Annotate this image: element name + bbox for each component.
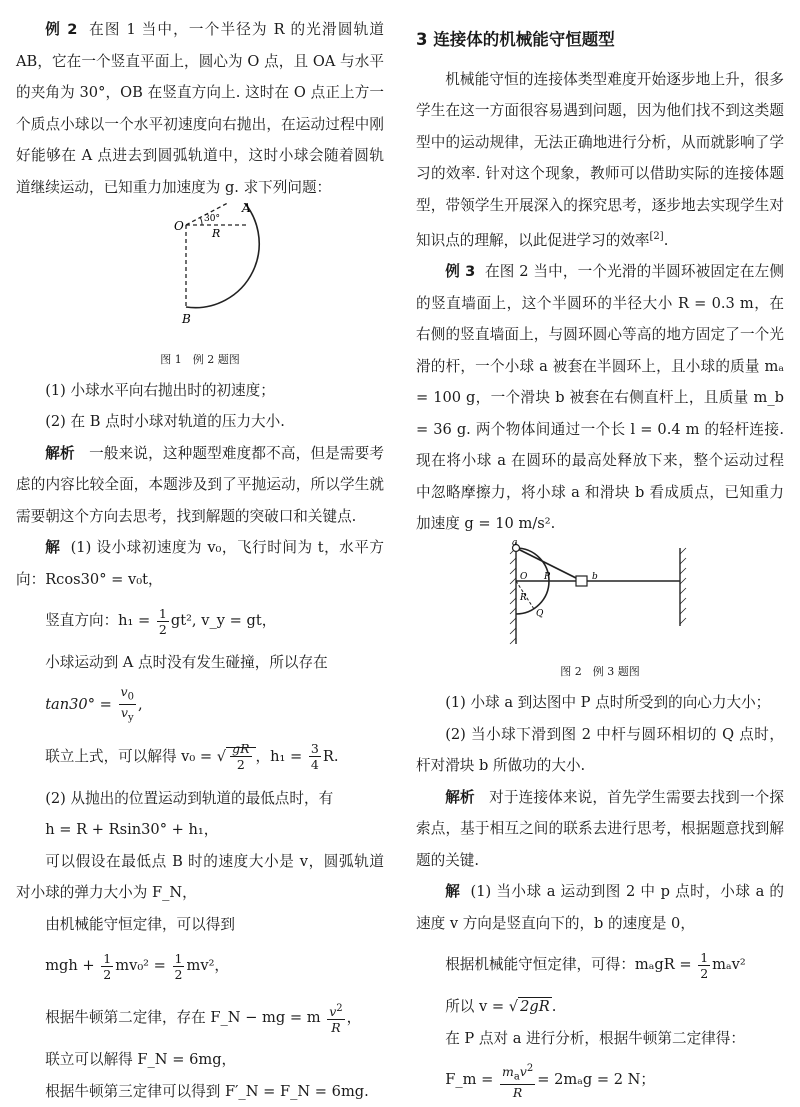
- solve-mid: ，h₁ =: [256, 748, 303, 765]
- label-p: P: [543, 572, 551, 582]
- question-1: (1) 小球 a 到达图中 P 点时所受到的向心力大小；: [416, 687, 784, 719]
- energy-equation: [416, 939, 784, 991]
- energy-mid: mv₀² =: [115, 957, 166, 974]
- solve-fn-line: 联立可以解得 F_N = 6mg，: [16, 1044, 384, 1076]
- solution-part-2-line-2: h = R + Rsin30° + h₁，: [16, 814, 384, 846]
- fraction-half-3: $\frac{1}{2}$: [173, 951, 185, 982]
- figure-2-diagram: [416, 540, 784, 650]
- fraction-v0-vy: $\frac{v_0}{v_y}$: [119, 684, 136, 726]
- newton2-prefix: 根据牛顿第二定律，存在 F_N − mg = m: [45, 1009, 320, 1026]
- newton2-suffix: ，: [347, 1009, 362, 1026]
- solve-prefix: 联立上式，可以解得 v₀ =: [45, 748, 212, 765]
- example-2-label: 例 2: [45, 21, 77, 38]
- section-intro: [416, 64, 784, 257]
- right-column: [416, 14, 784, 1106]
- analysis-p-line: 在 P 点对 a 进行分析，根据牛顿第二定律得：: [416, 1023, 784, 1055]
- left-wall-hatching: [510, 548, 516, 644]
- figure-2-caption: 图 2 例 3 题图: [416, 663, 784, 681]
- solution-text-1: (1) 当小球 a 运动到图 2 中 p 点时，小球 a 的速度 v 方向是竖直向下的，b 的速度是 0，: [416, 883, 784, 932]
- question-2: (2) 在 B 点时小球对轨道的压力大小.: [16, 406, 384, 438]
- example-2-paragraph: [16, 14, 384, 203]
- solution-text-1: (1) 设小球初速度为 v₀，飞行时间为 t，水平方向：Rcos30° = v₀t，: [16, 539, 384, 588]
- analysis-text: 一般来说，这种题型难度都不高，但是需要考虑的内容比较全面，本题涉及到了平抛运动，所以学生就需要朝这个方向去思考，找到解题的突破口和关键点.: [16, 445, 384, 525]
- analysis-paragraph: [16, 438, 384, 533]
- energy-prefix: mgh +: [45, 957, 94, 974]
- centripetal-equation: [416, 1054, 784, 1106]
- figure-2: [416, 540, 784, 662]
- newton-second-equation: [16, 992, 384, 1044]
- energy-suffix: mₐv²: [712, 956, 746, 973]
- solution-part-2-line-4: 由机械能守恒定律，可以得到: [16, 909, 384, 941]
- fraction-3-4: $\frac{3}{4}$: [309, 741, 321, 772]
- tan-prefix: tan30° =: [45, 696, 112, 713]
- solution-part-2-line-1: (2) 从抛出的位置运动到轨道的最低点时，有: [16, 783, 384, 815]
- label-q: Q: [536, 609, 544, 619]
- line-point-a: 小球运动到 A 点时没有发生碰撞，所以存在: [16, 647, 384, 679]
- energy-equation: [16, 940, 384, 992]
- solution-label: 解: [445, 883, 460, 900]
- solution-part-1: [416, 876, 784, 939]
- analysis-paragraph: [416, 782, 784, 877]
- figure-1-diagram: [16, 203, 384, 337]
- energy-suffix: mv²，: [186, 957, 229, 974]
- label-b: B: [181, 312, 191, 326]
- solve-suffix: R.: [323, 748, 339, 765]
- newton-third-line: 根据牛顿第三定律可以得到 F′_N = F_N = 6mg.: [16, 1076, 384, 1107]
- label-o: O: [174, 219, 184, 233]
- vertical-prefix: 竖直方向：h₁ =: [45, 612, 150, 629]
- citation: [2]: [650, 231, 664, 242]
- analysis-text: 对于连接体来说，首先学生需要去找到一个探索点，基于相互之间的联系去进行思考，根据题意找到解题的关键.: [416, 789, 784, 869]
- label-r: R: [211, 227, 220, 240]
- fraction-gr-2: $\frac{gR}{2}$: [230, 741, 251, 772]
- energy-prefix: 根据机械能守恒定律，可得：mₐgR =: [445, 956, 691, 973]
- fm-suffix: = 2mₐg = 2 N；: [537, 1071, 655, 1088]
- fm-prefix: F_m =: [445, 1071, 493, 1088]
- solution-part-2-line-3: 可以假设在最低点 B 时的速度大小是 v，圆弧轨道对小球的弹力大小为 F_N，: [16, 846, 384, 909]
- intro-end: .: [664, 232, 669, 249]
- label-a: a: [512, 540, 517, 548]
- label-b: b: [592, 572, 598, 582]
- fraction-v2-r: $\frac{v^2}{R}$: [327, 1001, 344, 1035]
- figure-1: [16, 203, 384, 349]
- analysis-label: 解析: [445, 789, 475, 806]
- fraction-half: $\frac{1}{2}$: [157, 606, 169, 637]
- question-2: (2) 当小球下滑到图 2 中杆与圆环相切的 Q 点时，杆对滑块 b 所做功的大小.: [416, 719, 784, 782]
- velocity-line: 所以 v = √ 2gR .: [416, 991, 784, 1023]
- figure-1-caption: 图 1 例 2 题图: [16, 351, 384, 369]
- solution-part-1: [16, 532, 384, 595]
- v-prefix: 所以 v =: [445, 998, 504, 1015]
- example-3-text: 在图 2 当中，一个光滑的半圆环被固定在左侧的竖直墙面上，这个半圆环的半径大小 R = 0.3 m，在右侧的竖直墙面上，与圆环圆心等高的地方固定了一个光滑的杆，一个小球 a 被套在半圆环上，且小球的质量 mₐ = 100 g，一个滑块 b 被套在右侧直杆上，且质量 m_b = 36 g. 两个物体间通过一个长 l = 0.4 m 的轻杆连接. 现在将小球 a 在圆环的最高处释放下来，整个运动过程中忽略摩擦力，将小球 a 和滑块 b 看成质点，已知重力加速度 g = 10 m/s².: [416, 263, 784, 532]
- label-angle: 30°: [204, 214, 220, 224]
- question-1: (1) 小球水平向右抛出时的初速度；: [16, 375, 384, 407]
- section-title: 3 连接体的机械能守恒题型: [416, 24, 784, 56]
- intro-text: 机械能守恒的连接体类型难度开始逐步地上升，很多学生在这一方面很容易遇到问题，因为他们找不到这类题型中的运动规律，无法正确地进行分析，从而就影响了学习的效率. 针对这个现象，教师可以借助实际的连接体题型，带领学生开展深入的探究思考，逐步地去实现学生对知识点的理解，以此促进学习的效率: [416, 71, 784, 249]
- fraction-half: $\frac{1}{2}$: [698, 950, 710, 981]
- example-3-paragraph: [416, 256, 784, 540]
- left-column: [16, 14, 384, 1107]
- vertical-equation: [16, 595, 384, 647]
- example-2-text: 在图 1 当中，一个半径为 R 的光滑圆轨道 AB，它在一个竖直平面上，圆心为 O 点，且 OA 与水平的夹角为 30°，OB 在竖直方向上. 这时在 O 点正上方一个质点小球以一个水平初速度向右抛出，在运动过程中刚好能够在 A 点进去到圆弧轨道中，这时小球会随着圆轨道继续运动，已知重力加速度为 g. 求下列问题：: [16, 21, 384, 196]
- solution-label: 解: [45, 539, 60, 556]
- label-a: A: [241, 203, 251, 215]
- vertical-suffix: gt², v_y = gt，: [171, 612, 276, 629]
- solve-equation: 联立上式，可以解得 v₀ = √ $\frac{gR}{2}$ ，h₁ = $\frac{3}{4}$ R.: [16, 731, 384, 783]
- analysis-label: 解析: [45, 445, 75, 462]
- arc-track: [186, 203, 259, 308]
- fraction-mav2-r: $\frac{m_av^2}{R}$: [500, 1061, 535, 1101]
- label-r: R: [519, 593, 527, 603]
- tan-equation: tan30° = $\frac{v_0}{v_y}$ ,: [16, 679, 384, 731]
- right-wall-hatching: [680, 548, 686, 624]
- angle-arc: [200, 217, 202, 225]
- fraction-half-2: $\frac{1}{2}$: [101, 951, 113, 982]
- label-o: O: [520, 572, 528, 582]
- block-b: [576, 576, 587, 586]
- example-3-label: 例 3: [445, 263, 475, 280]
